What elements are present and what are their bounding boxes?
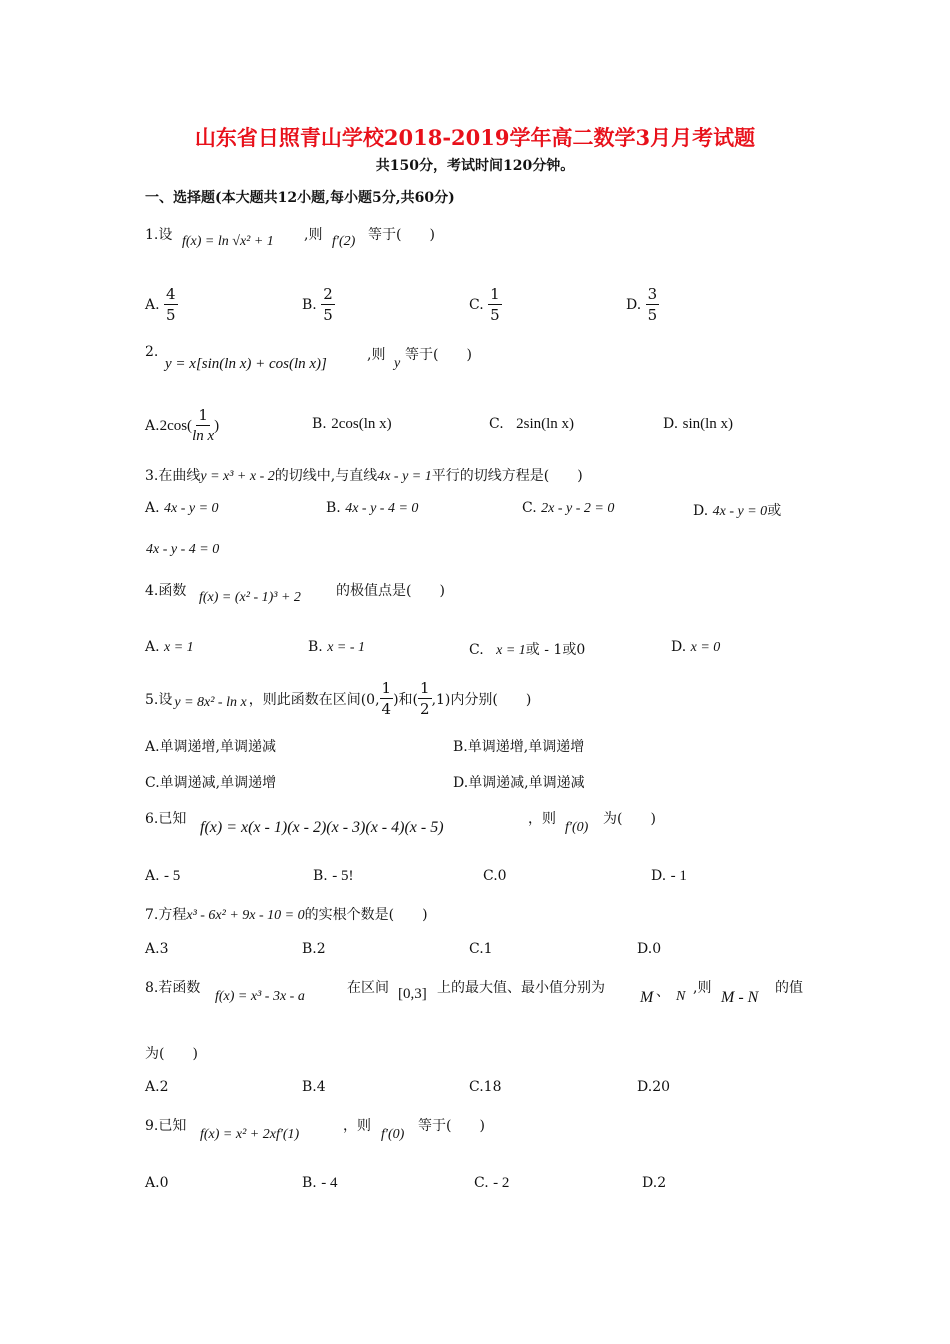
- option-value: 2sin(ln x): [516, 416, 575, 432]
- numerator: 1: [490, 285, 500, 303]
- q5-option-d[interactable]: [453, 772, 585, 792]
- q2-option-c[interactable]: [489, 416, 574, 433]
- option-value: 4x - y = 0: [164, 501, 219, 516]
- option-label: C.: [145, 775, 160, 791]
- option-label: A.: [145, 1175, 160, 1191]
- option-label: C.: [474, 1175, 489, 1191]
- option-label: B.: [326, 500, 341, 516]
- option-label: A.: [145, 739, 160, 755]
- q4-option-b[interactable]: [308, 639, 365, 656]
- question-1-number: 1.设: [145, 227, 173, 243]
- question-4-text: 的极值点是( ): [336, 583, 445, 599]
- question-7-text: 的实根个数是( ): [304, 907, 428, 923]
- question-2-function: y = x[sin(ln x) + cos(ln x)]: [165, 356, 327, 372]
- question-9-number: 9.已知: [145, 1118, 187, 1134]
- option-value: 18: [483, 1079, 502, 1095]
- q2-option-a[interactable]: [145, 408, 219, 444]
- q1-option-a[interactable]: [145, 287, 178, 323]
- option-label: A.: [145, 639, 160, 655]
- question-3-stem: [145, 465, 583, 485]
- option-label: A.: [145, 941, 160, 957]
- option-label: D.: [651, 868, 667, 884]
- numerator: 2: [323, 285, 333, 303]
- q8-option-a[interactable]: [145, 1079, 168, 1095]
- question-1-function: f(x) = ln √x² + 1: [182, 234, 274, 249]
- question-5-function: y = 8x² - ln x: [174, 695, 247, 710]
- denominator: 5: [323, 306, 333, 324]
- question-9-text: ，则: [343, 1118, 371, 1134]
- q4-option-c[interactable]: [469, 639, 585, 659]
- question-5-text: ，则此函数在区间(0,: [248, 692, 380, 708]
- option-label: C.: [469, 297, 484, 313]
- option-value: - 5: [164, 868, 181, 884]
- question-4-number: 4.函数: [145, 583, 187, 599]
- question-3-curve: y = x³ + x - 2: [200, 469, 275, 484]
- option-label: B.: [308, 639, 323, 655]
- denominator: 4: [381, 700, 392, 718]
- question-3-number: 3.在曲线: [145, 468, 201, 484]
- question-6-number: 6.已知: [145, 811, 187, 827]
- option-value: 2x - y - 2 = 0: [541, 501, 615, 516]
- option-label: D.: [637, 941, 653, 957]
- option-label: C.: [483, 868, 498, 884]
- q2-option-d[interactable]: [663, 416, 733, 433]
- question-1-text: ,则: [304, 227, 323, 243]
- option-label: C.: [469, 941, 484, 957]
- option-value: sin(ln x): [682, 416, 734, 432]
- option-value: - 5!: [332, 868, 354, 884]
- option-label: D.: [663, 416, 679, 432]
- question-2-number: 2.: [145, 344, 159, 360]
- question-5-text-mid: )和(: [393, 692, 419, 708]
- option-value: 2: [657, 1175, 667, 1191]
- q9-option-b[interactable]: [302, 1175, 337, 1192]
- option-value: 2cos(ln x): [331, 416, 392, 432]
- q7-option-d[interactable]: [637, 941, 661, 957]
- option-value: x = 1: [164, 640, 194, 655]
- question-8-interval: [0,3]: [398, 986, 427, 1002]
- q6-option-d[interactable]: [651, 868, 687, 885]
- q8-option-d[interactable]: [637, 1079, 670, 1095]
- question-8-sep: 、: [656, 984, 670, 1000]
- section-heading: 一、选择题(本大题共12小题,每小题5分,共60分): [145, 190, 455, 206]
- numerator: 1: [381, 679, 392, 697]
- option-label: D.: [637, 1079, 653, 1095]
- numerator: 1: [420, 679, 430, 697]
- option-label: D.: [693, 503, 709, 519]
- option-label: C.: [489, 416, 504, 432]
- option-label: C.: [469, 1079, 484, 1095]
- fraction: [488, 287, 502, 323]
- question-8-text-4: 的值: [775, 980, 803, 996]
- option-label: C.: [469, 642, 484, 658]
- question-2-text-tail: 等于( ): [405, 347, 472, 363]
- option-value: x = 0: [690, 640, 721, 655]
- q9-option-c[interactable]: [474, 1175, 509, 1192]
- option-label: B.: [453, 739, 468, 755]
- q3-option-b[interactable]: [326, 500, 418, 517]
- question-8-text-2: 上的最大值、最小值分别为: [437, 980, 605, 996]
- option-label: A.: [145, 418, 160, 434]
- page-title: 山东省日照青山学校2018-2019学年高二数学3月月考试题: [194, 125, 756, 150]
- q3-option-d-continued[interactable]: [146, 541, 219, 558]
- q9-option-d[interactable]: [642, 1175, 666, 1191]
- denominator: 2: [420, 700, 430, 718]
- option-value: 0: [497, 868, 507, 884]
- option-label: B.: [302, 297, 317, 313]
- question-1-text-tail: 等于( ): [368, 227, 435, 243]
- option-value: 0: [652, 941, 662, 957]
- numerator: 4: [166, 285, 176, 303]
- option-value: 单调递增,单调递增: [467, 739, 585, 755]
- option-value: 20: [652, 1079, 671, 1095]
- option-label: C.: [522, 500, 537, 516]
- option-label: D.: [626, 297, 642, 313]
- option-label: A.: [145, 500, 160, 516]
- option-label: A.: [145, 297, 160, 313]
- question-8-text: 在区间: [347, 980, 389, 996]
- question-9-function: f(x) = x² + 2xf′(1): [200, 1127, 300, 1142]
- fraction: [321, 287, 335, 323]
- question-2-y: y: [394, 356, 401, 371]
- option-value: 4x - y - 4 = 0: [345, 501, 419, 516]
- question-4-function: f(x) = (x² - 1)³ + 2: [199, 590, 301, 605]
- option-value: x = - 1: [327, 640, 366, 655]
- question-7-equation: x³ - 6x² + 9x - 10 = 0: [186, 908, 305, 923]
- question-8-difference: M - N: [721, 989, 759, 1006]
- option-value: 1: [483, 941, 493, 957]
- q6-option-b[interactable]: [313, 868, 353, 885]
- question-6-text-tail: 为( ): [603, 811, 656, 827]
- question-7-number: 7.方程: [145, 907, 187, 923]
- question-1-derivative: f′(2): [332, 234, 356, 249]
- option-value: 4x - y - 4 = 0: [146, 542, 220, 557]
- option-suffix: 或 - 1或0: [525, 642, 586, 658]
- q7-option-c[interactable]: [469, 941, 493, 957]
- fraction-one-half: [418, 681, 432, 717]
- question-6-text: ，则: [528, 811, 556, 827]
- q4-option-d[interactable]: [671, 639, 720, 656]
- q5-option-a[interactable]: [145, 736, 276, 756]
- question-6-derivative: f′(0): [565, 820, 589, 835]
- option-value: x = 1: [496, 643, 526, 658]
- question-3-text: 的切线中,与直线: [274, 468, 378, 484]
- q4-option-a[interactable]: [145, 639, 194, 656]
- question-8-m: M: [640, 989, 654, 1006]
- option-value: 4x - y = 0: [712, 504, 768, 519]
- denominator: 5: [647, 306, 658, 324]
- option-label: B.: [302, 1175, 317, 1191]
- q1-option-b[interactable]: [302, 287, 335, 323]
- option-value: 2: [316, 941, 326, 957]
- option-label: B.: [302, 941, 317, 957]
- option-value: - 1: [670, 868, 687, 884]
- option-prefix: 2cos(: [159, 418, 193, 434]
- q6-option-c[interactable]: [483, 868, 507, 884]
- numerator: 3: [647, 285, 658, 303]
- q7-option-b[interactable]: [302, 941, 326, 957]
- q5-option-b[interactable]: [453, 736, 584, 756]
- question-8-number: 8.若函数: [145, 980, 201, 996]
- fraction: [164, 287, 178, 323]
- question-2-text: ,则: [367, 347, 386, 363]
- fraction-one-quarter: [380, 681, 394, 717]
- q3-option-d[interactable]: [693, 500, 781, 520]
- option-value: 单调递减,单调递减: [468, 775, 585, 791]
- question-7-stem: [145, 904, 428, 924]
- q2-option-b[interactable]: [312, 416, 392, 433]
- question-5-stem: [145, 681, 531, 717]
- q9-option-a[interactable]: [145, 1175, 168, 1191]
- option-label: B.: [302, 1079, 317, 1095]
- denominator: 5: [490, 306, 500, 324]
- question-5-number: 5.设: [145, 692, 173, 708]
- option-label: D.: [642, 1175, 658, 1191]
- option-value: 单调递增,单调递减: [159, 739, 277, 755]
- question-5-text-tail: ,1)内分别( ): [431, 692, 532, 708]
- question-8-text-tail: 为( ): [145, 1046, 198, 1062]
- option-label: D.: [453, 775, 469, 791]
- question-3-text-tail: 平行的切线方程是( ): [431, 468, 583, 484]
- question-6-function: f(x) = x(x - 1)(x - 2)(x - 3)(x - 4)(x - 5): [200, 819, 444, 836]
- option-value: 单调递减,单调递增: [159, 775, 277, 791]
- q3-option-a[interactable]: [145, 500, 219, 517]
- exam-info: 共150分，考试时间120分钟。: [375, 158, 575, 174]
- q3-option-c[interactable]: [522, 500, 614, 517]
- option-value: 2: [159, 1079, 169, 1095]
- option-suffix: ): [214, 418, 220, 434]
- option-label: B.: [312, 416, 327, 432]
- denominator: 5: [166, 306, 176, 324]
- option-value: 0: [159, 1175, 169, 1191]
- q1-option-c[interactable]: [469, 287, 502, 323]
- option-value: 3: [159, 941, 169, 957]
- option-suffix: 或: [767, 503, 782, 519]
- option-value: - 2: [493, 1175, 510, 1191]
- question-8-text-3: ,则: [693, 980, 712, 996]
- option-label: D.: [671, 639, 687, 655]
- option-value: - 4: [321, 1175, 338, 1191]
- fraction: [646, 287, 660, 323]
- q8-option-c[interactable]: [469, 1079, 502, 1095]
- question-8-function: f(x) = x³ - 3x - a: [215, 989, 305, 1004]
- question-9-derivative: f′(0): [381, 1127, 405, 1142]
- numerator: 1: [198, 406, 208, 424]
- denominator: ln x: [192, 428, 215, 444]
- fraction: [192, 408, 214, 444]
- option-label: B.: [313, 868, 328, 884]
- question-3-line: 4x - y = 1: [377, 469, 432, 484]
- option-label: A.: [145, 868, 160, 884]
- q6-option-a[interactable]: [145, 868, 180, 885]
- option-label: A.: [145, 1079, 160, 1095]
- question-9-text-tail: 等于( ): [418, 1118, 485, 1134]
- q5-option-c[interactable]: [145, 772, 276, 792]
- q7-option-a[interactable]: [145, 941, 168, 957]
- option-value: 4: [316, 1079, 326, 1095]
- q8-option-b[interactable]: [302, 1079, 326, 1095]
- q1-option-d[interactable]: [626, 287, 659, 323]
- question-8-n: N: [676, 989, 686, 1004]
